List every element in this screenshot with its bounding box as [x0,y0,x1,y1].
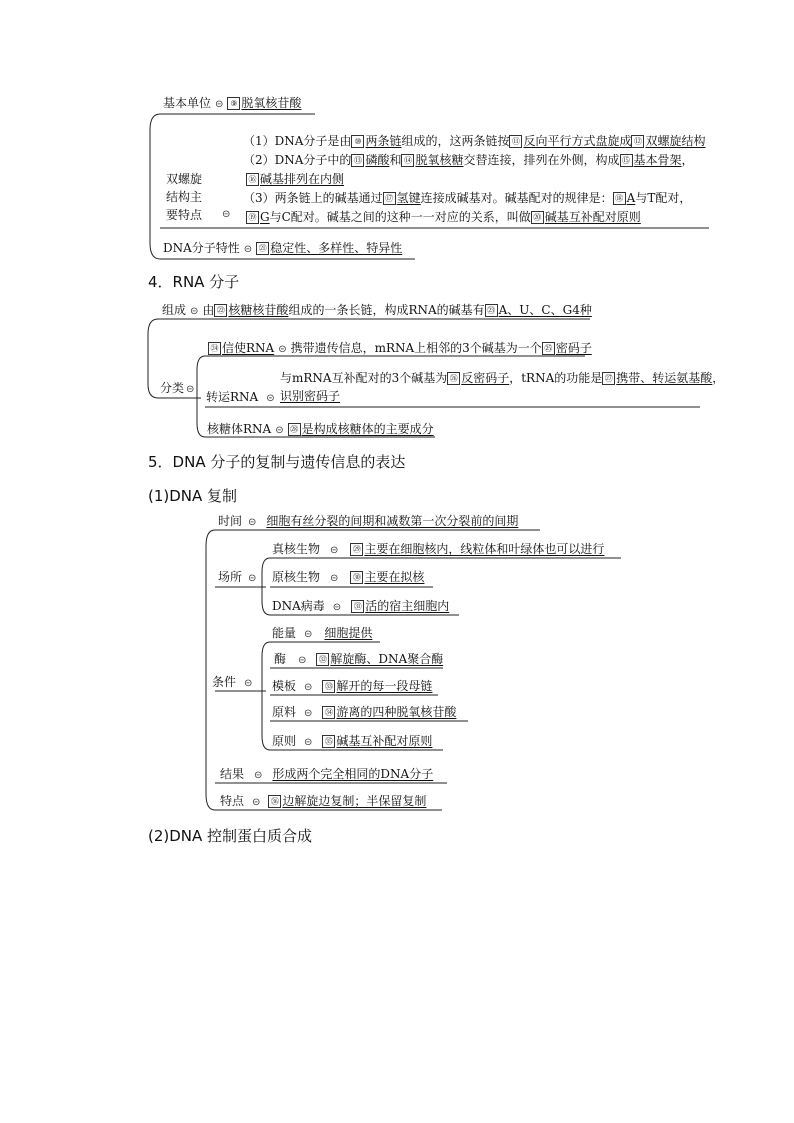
helix-point-3-cont: ⑲ G与C配对。碱基之间的这种一一对应的关系，叫做 ⑳ 碱基互补配对原则 [246,209,641,225]
double-helix-label-line: 要特点 ⊝ [166,208,231,222]
connector-icon: ⊝ [278,344,287,355]
connector-icon: ⊝ [304,708,313,719]
replication-feature-row [220,793,426,811]
virus-row [272,598,449,616]
replication-feature-text: 边解旋边复制；半保留复制 [282,794,427,808]
replication-result-label: 结果 [220,767,245,781]
connector-icon: ⊝ [252,797,261,808]
number-badge: ㉗ [602,372,615,385]
principle-answer: 碱基互补配对原则 [336,734,433,748]
answer-blank: 双螺旋结构 [645,134,706,148]
number-badge: ⑫ [631,135,644,148]
trna-line-1: 与mRNA互补配对的3个碱基为 ㉖ 反密码子，tRNA的功能是 ㉗ 携带、转运氨基酸， [280,371,725,385]
prokaryote-row [272,569,424,587]
material-answer: 游离的四种脱氧核苷酸 [336,705,457,719]
enzyme-label: 酶 [274,652,287,666]
rna-types-label: 分类 ⊝ [160,380,198,398]
basic-unit-answer: 脱氧核苷酸 [241,96,302,110]
answer-blank: 反密码子 [461,371,510,385]
number-badge: ⑬ [351,154,364,167]
answer-blank: 磷酸 [365,153,390,167]
replication-place-label-row [218,569,260,587]
number-badge: ㉟ [322,735,335,748]
dna-feature-label: DNA分子特性 [163,241,240,255]
answer-blank: 识别密码子 [280,389,341,403]
connector-icon: ⊝ [298,655,307,666]
eukaryote-label: 真核生物 [272,542,321,556]
principle-label: 原则 [272,734,297,748]
connector-icon: ⊝ [190,306,199,317]
rna-composition-label: 组成 [162,303,187,317]
answer-blank: 基本骨架 [633,153,682,167]
answer-blank: 密码子 [555,341,592,355]
conditions-label-row [212,674,256,692]
helix-point-2: （2）DNA分子中的 ⑬ 磷酸和 ⑭ 脱氧核糖交替连接，排列在外侧，构成 ⑮ 基本骨架， [243,153,694,167]
number-badge: ㉘ [288,423,301,436]
conditions-label: 条件 [212,675,237,689]
answer-blank: A [626,191,636,205]
connector-icon: ⊝ [332,602,342,613]
helix-point-1: （1）DNA分子是由 ⑩ 两条链组成的，这两条链按 ⑪ 反向平行方式盘旋成 ⑫ 双螺旋结构 [243,134,706,148]
number-badge: ⑳ [531,211,544,224]
trna-label-row [206,389,279,407]
answer-blank: 核糖核苷酸 [228,303,289,317]
rna-composition-row: 组成 ⊝ 由 ㉒ 核糖核苷酸组成的一条长链，构成RNA的碱基有 ㉓ A、U、C、G4种 [162,302,592,320]
dna-replication-heading: (1)DNA 复制 [148,487,238,505]
template-label: 模板 [272,679,297,693]
connector-icon: ⊝ [215,99,224,110]
replication-place-label: 场所 [218,570,243,584]
answer-blank: 反向平行方式盘旋成 [523,134,632,148]
connector-icon: ⊝ [186,384,195,395]
number-badge: ㉔ [208,342,221,355]
number-badge: ㉞ [322,706,335,719]
principle-row [272,733,432,751]
helix-point-3: （3）两条链上的碱基通过 ⑰ 氢键连接成碱基对。碱基配对的规律是： ⑱ A与T配对， [243,191,692,205]
answer-blank: 携带、转运氨基酸 [616,371,713,385]
connector-icon: ⊝ [222,209,231,220]
eukaryote-row [272,541,604,559]
number-badge: ㉙ [350,543,363,556]
answer-blank: A、U、C、G4种 [498,303,592,317]
number-badge: ⑭ [401,154,414,167]
trna-label: 转运RNA [206,390,259,404]
number-badge: ㉑ [256,242,269,255]
connector-icon: ⊝ [248,517,257,528]
number-badge: ㉖ [447,372,460,385]
double-helix-label-line: 双螺旋 [166,172,203,186]
section-5-heading: 5．DNA 分子的复制与遗传信息的表达 [148,453,406,471]
material-row [272,704,456,722]
double-helix-label-line: 结构主 [166,190,203,204]
number-badge: ⑱ [613,192,626,205]
rrna-label: 核糖体RNA [207,422,272,436]
connector-icon: ⊝ [254,770,263,781]
connector-icon: ⊝ [275,425,284,436]
connector-icon: ⊝ [330,573,339,584]
replication-result-text: 形成两个完全相同的DNA分子 [272,767,434,781]
number-badge: ㉜ [316,653,329,666]
dna-feature-answer: 稳定性、多样性、特异性 [270,241,403,255]
connector-icon: ⊝ [248,573,257,584]
connector-icon: ⊝ [304,737,313,748]
energy-answer: 细胞提供 [324,626,373,640]
number-badge: ⑲ [246,211,259,224]
material-label: 原料 [272,705,297,719]
number-badge: ㉝ [322,680,335,693]
mrna-row: ㉔ 信使RNA ⊝ 携带遗传信息，mRNA上相邻的3个碱基为一个 ㉕ 密码子 [208,340,592,358]
number-badge: ㊱ [268,795,281,808]
number-badge: ⑮ [620,154,633,167]
eukaryote-answer: 主要在细胞核内，线粒体和叶绿体也可以进行 [364,542,605,556]
number-badge: ㉛ [351,600,364,613]
replication-time-row [218,513,518,531]
prokaryote-answer: 主要在拟核 [364,570,425,584]
answer-blank: 碱基互补配对原则 [544,210,641,224]
replication-time-label: 时间 [218,514,243,528]
double-helix-label [166,170,231,224]
basic-unit-row [163,95,301,113]
energy-label: 能量 [272,626,297,640]
number-badge: ㉒ [214,304,227,317]
enzyme-answer: 解旋酶、DNA聚合酶 [330,652,444,666]
virus-answer: 活的宿主细胞内 [365,599,450,613]
trna-line-2 [280,388,340,404]
answer-blank: 碱基排列在内侧 [260,172,345,186]
replication-time-text: 细胞有丝分裂的间期和减数第一次分裂前的间期 [266,514,519,528]
number-badge: ㉓ [485,304,498,317]
rrna-answer: 是构成核糖体的主要成分 [301,422,434,436]
number-badge: ㉚ [350,571,363,584]
enzyme-row [274,651,443,669]
connector-icon: ⊝ [243,244,253,255]
mrna-label: 信使RNA [222,341,275,355]
answer-blank: 脱氧核糖 [415,153,464,167]
number-badge: ⑨ [227,97,240,110]
number-badge: ⑰ [383,192,396,205]
connector-icon: ⊝ [244,678,253,689]
answer-blank: 氢键 [396,191,421,205]
answer-blank: 两条链 [365,134,402,148]
number-badge: ㉕ [542,342,555,355]
template-row [272,678,432,696]
helix-point-2-cont [246,171,344,187]
answer-blank: G [260,210,270,224]
energy-row [272,625,372,643]
connector-icon: ⊝ [266,393,275,404]
connector-icon: ⊝ [330,545,339,556]
template-answer: 解开的每一段母链 [336,679,433,693]
dna-feature-row [163,240,402,258]
number-badge: ⑪ [509,135,522,148]
replication-feature-label: 特点 [220,794,245,808]
protein-synthesis-heading: (2)DNA 控制蛋白质合成 [148,827,313,845]
number-badge: ⑯ [246,173,259,186]
basic-unit-label: 基本单位 [163,96,212,110]
virus-label: DNA病毒 [272,599,325,613]
rna-heading: 4．RNA 分子 [148,273,240,291]
prokaryote-label: 原核生物 [272,570,321,584]
rrna-row [207,421,434,439]
connector-icon: ⊝ [304,629,313,640]
number-badge: ⑩ [351,135,364,148]
connector-icon: ⊝ [304,682,313,693]
replication-result-row [220,766,433,784]
